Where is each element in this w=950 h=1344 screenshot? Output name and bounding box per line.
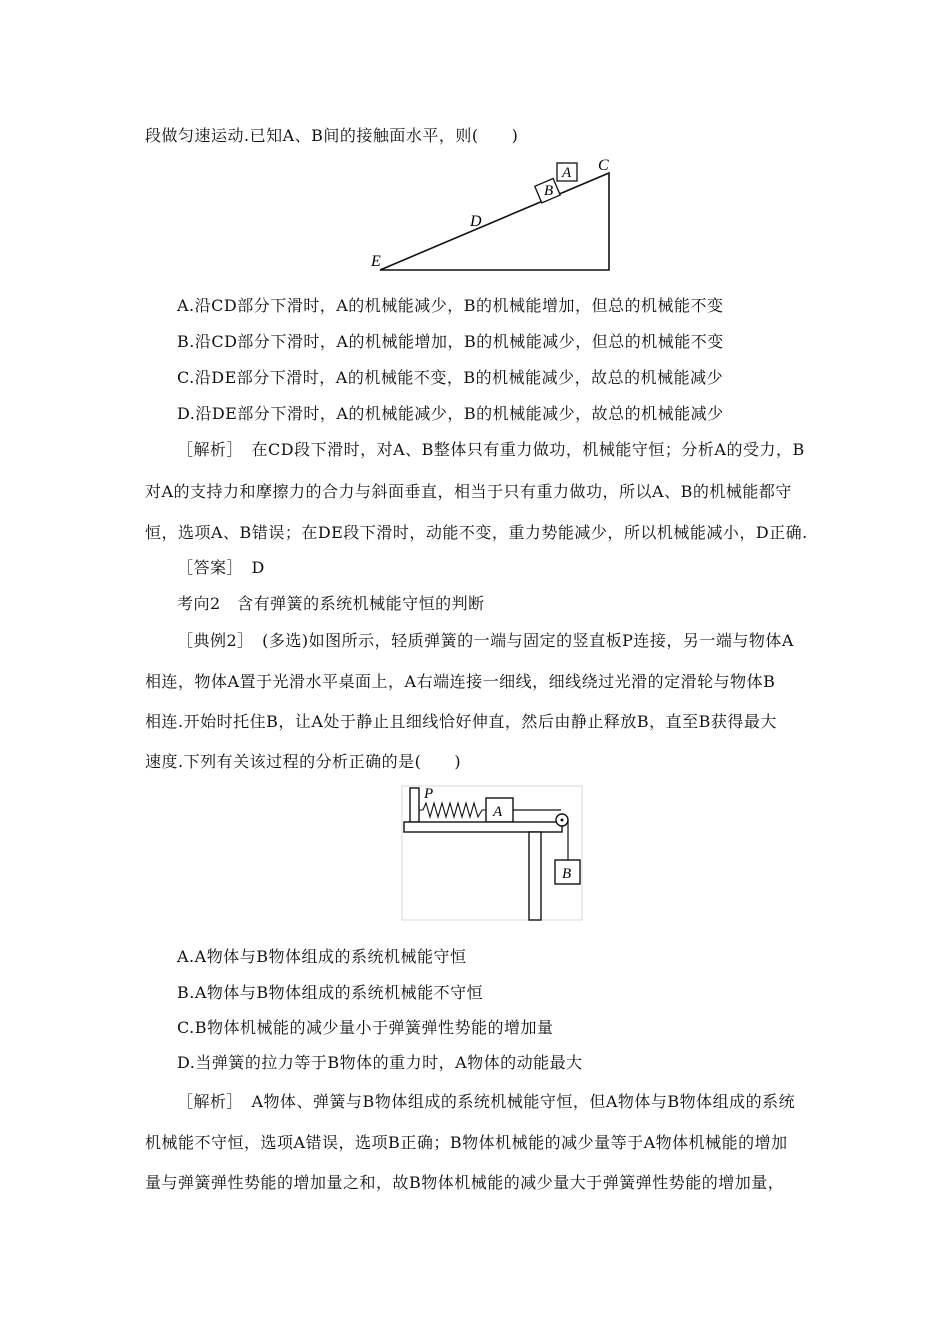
q1-option-c: C.沿DE部分下滑时，A的机械能不变，B的机械能减少，故总的机械能减少 (177, 368, 724, 387)
q1-analysis-line-2: 对A的支持力和摩擦力的合力与斜面垂直，相当于只有重力做功，所以A、B的机械能都守 (145, 482, 792, 501)
q2-option-c: C.B物体机械能的减少量小于弹簧弹性势能的增加量 (177, 1018, 554, 1037)
q2-option-b: B.A物体与B物体组成的系统机械能不守恒 (177, 983, 484, 1002)
label-e: E (371, 253, 381, 270)
q1-option-a: A.沿CD部分下滑时，A的机械能减少，B的机械能增加，但总的机械能不变 (177, 296, 724, 315)
q2-analysis-line-1: ［解析］ A物体、弹簧与B物体组成的系统机械能守恒，但A物体与B物体组成的系统 (177, 1092, 796, 1111)
spring-table-figure (398, 782, 586, 924)
q2-stem-line-4: 速度.下列有关该过程的分析正确的是( ) (145, 752, 462, 771)
q1-option-d: D.沿DE部分下滑时，A的机械能减少，B的机械能减少，故总的机械能减少 (177, 404, 724, 423)
label-a: A (562, 165, 572, 181)
tabletop (404, 822, 562, 832)
label-d: D (470, 213, 482, 230)
q1-analysis-line-3: 恒，选项A、B错误；在DE段下滑时，动能不变，重力势能减少，所以机械能减小，D正确. (145, 523, 808, 542)
wall-plate-p (410, 788, 419, 822)
q1-answer: ［答案］ D (177, 558, 265, 577)
q1-intro: 段做匀速运动.已知A、B间的接触面水平，则( ) (145, 126, 519, 145)
table-leg (529, 832, 541, 920)
q2-option-a: A.A物体与B物体组成的系统机械能守恒 (177, 947, 467, 966)
q2-stem-line-3: 相连.开始时托住B，让A处于静止且细线恰好伸直，然后由静止释放B，直至B获得最大 (145, 712, 777, 731)
q2-stem-line-2: 相连，物体A置于光滑水平桌面上，A右端连接一细线，细线绕过光滑的定滑轮与物体B (145, 672, 776, 691)
incline-triangle (380, 173, 609, 270)
q1-option-b: B.沿CD部分下滑时，A的机械能增加，B的机械能减少，但总的机械能不变 (177, 332, 724, 351)
incline-figure (365, 155, 620, 275)
q2-analysis-line-3: 量与弹簧弹性势能的增加量之和，故B物体机械能的减少量大于弹簧弹性势能的增加量， (145, 1173, 785, 1192)
label-b: B (544, 183, 554, 199)
q2-option-d: D.当弹簧的拉力等于B物体的重力时，A物体的动能最大 (177, 1053, 583, 1072)
q1-analysis-line-1: ［解析］ 在CD段下滑时，对A、B整体只有重力做功，机械能守恒；分析A的受力，B (177, 440, 805, 459)
label-c: C (598, 157, 609, 174)
section-heading: 考向2 含有弹簧的系统机械能守恒的判断 (177, 594, 485, 613)
label-b-hanging: B (562, 866, 572, 882)
label-p: P (424, 786, 434, 802)
q2-analysis-line-2: 机械能不守恒，选项A错误，选项B正确；B物体机械能的减少量等于A物体机械能的增加 (145, 1133, 788, 1152)
spring (419, 803, 486, 817)
pulley-axle (561, 819, 564, 822)
q2-stem-line-1: ［典例2］ (多选)如图所示，轻质弹簧的一端与固定的竖直板P连接，另一端与物体A (177, 631, 794, 650)
label-a-table: A (493, 804, 503, 820)
